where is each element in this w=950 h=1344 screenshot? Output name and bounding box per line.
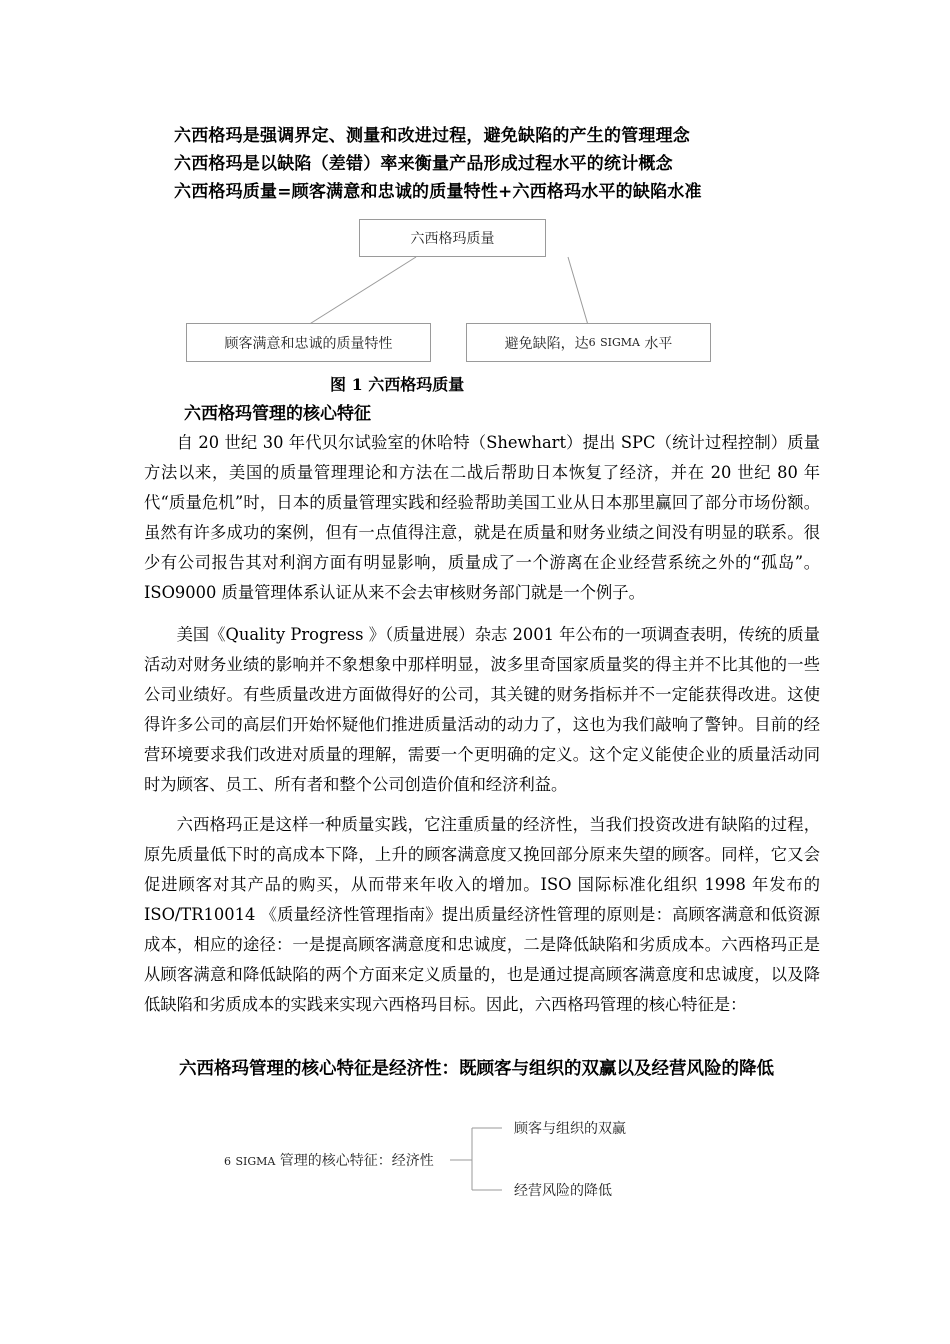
figure1-right-box-prefix: 避免缺陷，达 bbox=[504, 335, 589, 352]
figure1-line-left bbox=[308, 257, 416, 325]
figure2-root-label: 管理的核心特征：经济性 bbox=[279, 1153, 434, 1169]
figure1-right-box bbox=[466, 323, 711, 362]
figure2-root bbox=[224, 1150, 434, 1170]
figure2-root-sigma: SIGMA bbox=[235, 1155, 276, 1168]
intro-line-3: 六西格玛质量=顾客满意和忠诚的质量特性+六西格玛水平的缺陷水准 bbox=[174, 182, 702, 202]
figure1-line-right bbox=[568, 257, 588, 325]
section-heading: 六西格玛管理的核心特征 bbox=[184, 404, 371, 424]
figure1-right-box-num: 6 bbox=[588, 336, 596, 349]
figure1-top-box-label: 六西格玛质量 bbox=[410, 231, 495, 247]
figure1-top-box bbox=[359, 219, 546, 257]
intro-line-1: 六西格玛是强调界定、测量和改进过程，避免缺陷的产生的管理理念 bbox=[174, 126, 690, 146]
bold-statement: 六西格玛管理的核心特征是经济性：既顾客与组织的双赢以及经营风险的降低 bbox=[179, 1059, 774, 1079]
paragraph-3: 六西格玛正是这样一种质量实践，它注重质量的经济性，当我们投资改进有缺陷的过程，原先质量低下时的高成本下降，上升的顾客满意度又挽回部分原来失望的顾客。同样，它又会促进顾客对其产品的购买，从而带来年收入的增加。ISO 国际标准化组织 1998 年发布的 ISO/TR10014 《质量经济性管理指南》提出质量经济性管理的原则是：高顾客满意和低资源成本，相应的途径：一是提高顾客满意度和忠诚度，二是降低缺陷和劣质成本。六西格玛正是从顾客满意和降低缺陷的两个方面来定义质量的，也是通过提高顾客满意度和忠诚度，以及降低缺陷和劣质成本的实践来实现六西格玛目标。因此，六西格玛管理的核心特征是： bbox=[144, 815, 820, 1014]
figure2-branch-bottom: 经营风险的降低 bbox=[514, 1183, 612, 1199]
paragraph-1: 自 20 世纪 30 年代贝尔试验室的休哈特（Shewhart）提出 SPC（统计过程控制）质量方法以来，美国的质量管理理论和方法在二战后帮助日本恢复了经济，并在 20 世纪 80 年代“质量危机”时，日本的质量管理实践和经验帮助美国工业从日本那里赢回了部分市场份额。虽然有许多成功的案例，但有一点值得注意，就是在质量和财务业绩之间没有明显的联系。很少有公司报告其对利润方面有明显影响，质量成了一个游离在企业经营系统之外的“孤岛”。ISO9000 质量管理体系认证从来不会去审核财务部门就是一个例子。 bbox=[144, 433, 820, 602]
figure1-left-box-label: 顾客满意和忠诚的质量特性 bbox=[224, 335, 393, 352]
figure1-right-box-suffix: 水平 bbox=[644, 335, 673, 352]
paragraph-2: 美国《Quality Progress 》（质量进展）杂志 2001 年公布的一项调查表明，传统的质量活动对财务业绩的影响并不象想象中那样明显，波多里奇国家质量奖的得主并不比其他的一些公司业绩好。有些质量改进方面做得好的公司，其关键的财务指标并不一定能获得改进。这使得许多公司的高层们开始怀疑他们推进质量活动的动力了，这也为我们敲响了警钟。目前的经营环境要求我们改进对质量的理解，需要一个更明确的定义。这个定义能使企业的质量活动同时为顾客、员工、所有者和整个公司创造价值和经济利益。 bbox=[144, 625, 820, 794]
figure2-root-num: 6 bbox=[224, 1155, 231, 1168]
figure1-caption: 图 1 六西格玛质量 bbox=[330, 375, 465, 394]
figure1-right-box-sigma: SIGMA bbox=[600, 336, 640, 349]
intro-line-2: 六西格玛是以缺陷（差错）率来衡量产品形成过程水平的统计概念 bbox=[174, 154, 673, 174]
figure1-left-box bbox=[186, 323, 431, 362]
figure2-branch-top: 顾客与组织的双赢 bbox=[514, 1121, 626, 1137]
